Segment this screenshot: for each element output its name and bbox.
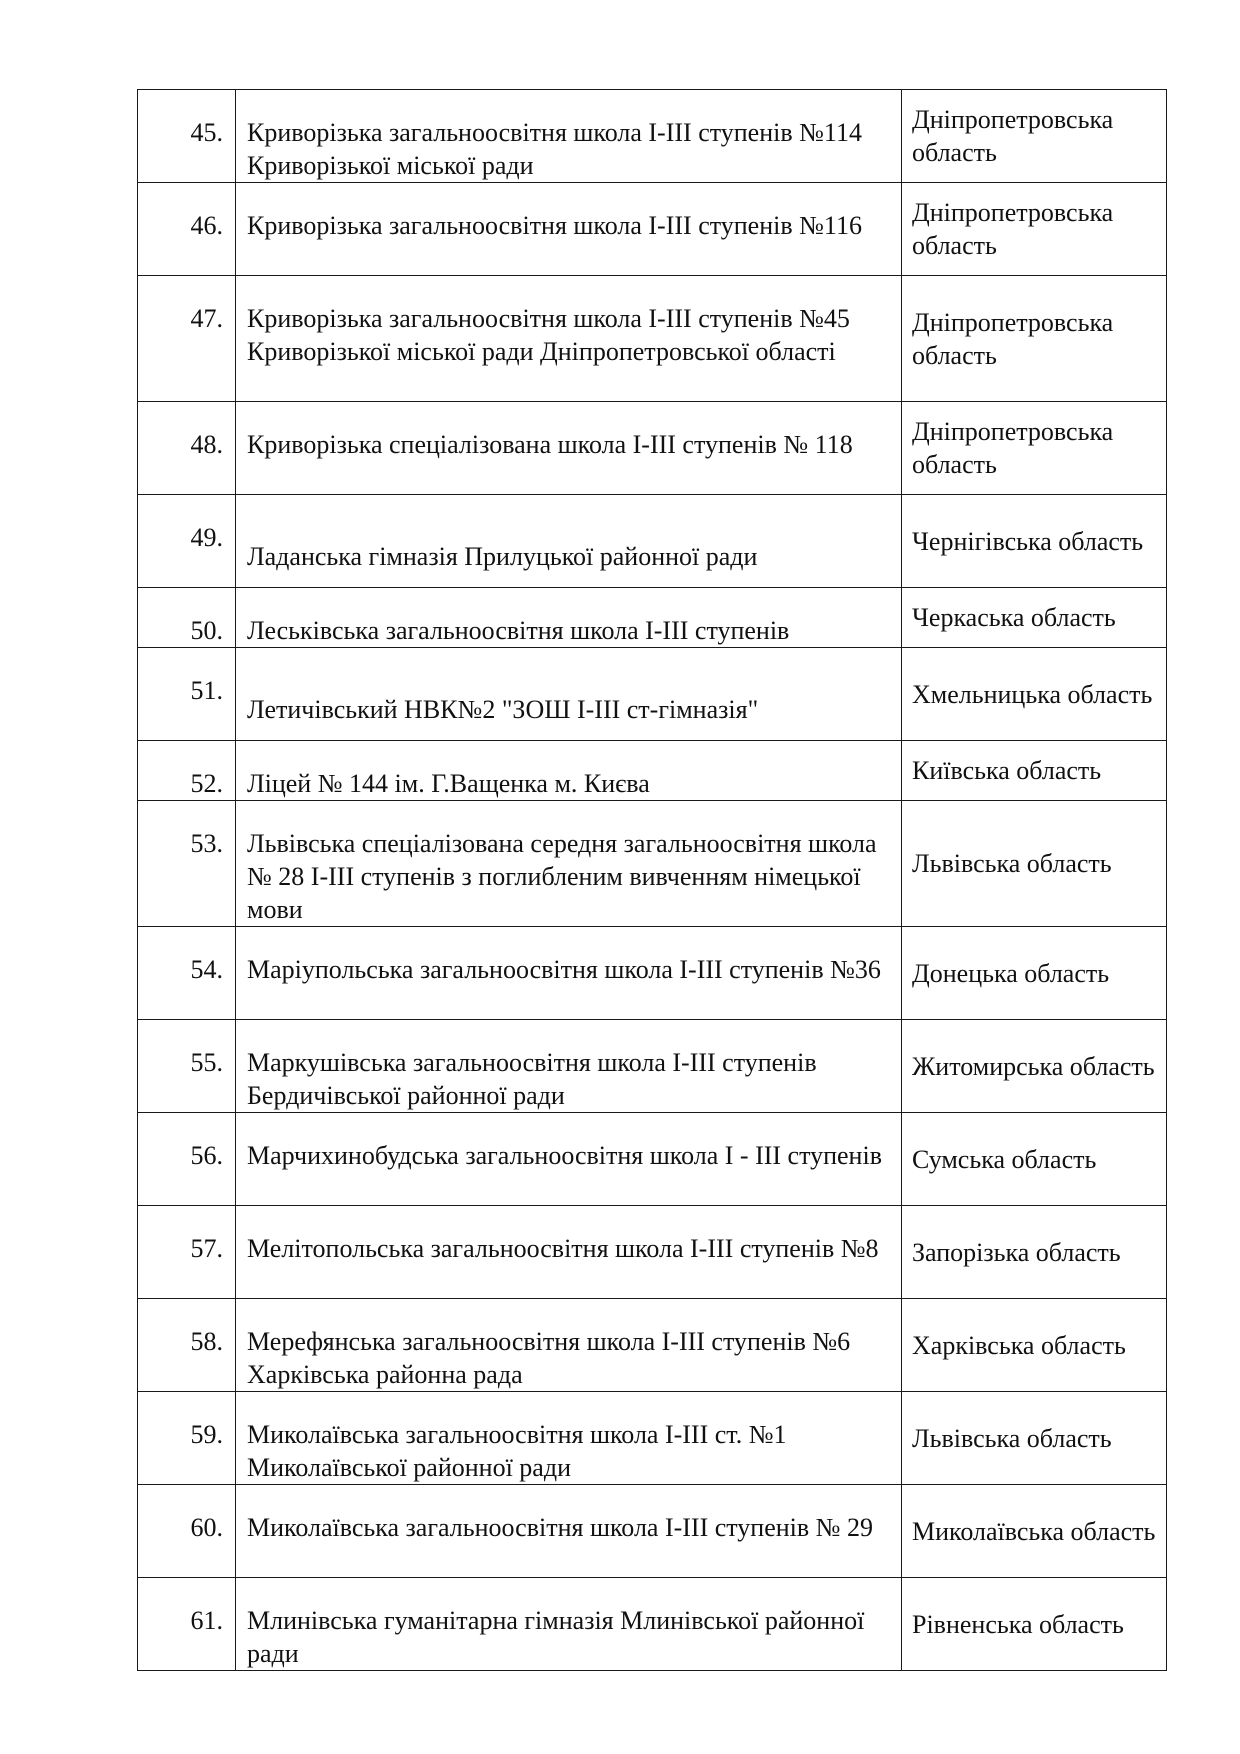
region-name: Львівська область — [902, 801, 1167, 927]
region-name: Дніпропетровська область — [902, 90, 1167, 183]
row-number: 45. — [138, 90, 236, 183]
row-number: 48. — [138, 402, 236, 495]
school-name: Млинівська гуманітарна гімназія Млинівської районної ради — [236, 1578, 902, 1671]
region-name: Київська область — [902, 741, 1167, 801]
table-row — [138, 495, 1167, 588]
region-name: Черкаська область — [902, 588, 1167, 648]
row-number: 61. — [138, 1578, 236, 1671]
row-number: 58. — [138, 1299, 236, 1392]
school-name: Криворізька загальноосвітня школа І-ІІІ ступенів №114 Криворізької міської ради — [236, 90, 902, 183]
row-number: 49. — [138, 495, 236, 588]
row-number: 56. — [138, 1113, 236, 1206]
region-name: Дніпропетровська область — [902, 276, 1167, 402]
table-row — [138, 402, 1167, 495]
table-row — [138, 1113, 1167, 1206]
school-name: Маркушівська загальноосвітня школа І-ІІІ ступенів Бердичівської районної ради — [236, 1020, 902, 1113]
table-row — [138, 588, 1167, 648]
table-row — [138, 1578, 1167, 1671]
row-number: 46. — [138, 183, 236, 276]
school-name: Криворізька загальноосвітня школа І-ІІІ ступенів №45 Криворізької міської ради Дніпропетровської області — [236, 276, 902, 402]
table-row — [138, 1206, 1167, 1299]
region-name: Сумська область — [902, 1113, 1167, 1206]
region-name: Запорізька область — [902, 1206, 1167, 1299]
row-number: 59. — [138, 1392, 236, 1485]
school-name: Маріупольська загальноосвітня школа І-ІІІ ступенів №36 — [236, 927, 902, 1020]
region-name: Хмельницька область — [902, 648, 1167, 741]
row-number: 54. — [138, 927, 236, 1020]
row-number: 52. — [138, 741, 236, 801]
region-name: Харківська область — [902, 1299, 1167, 1392]
table-row — [138, 1485, 1167, 1578]
table-row — [138, 276, 1167, 402]
region-name: Житомирська область — [902, 1020, 1167, 1113]
school-name: Леськівська загальноосвітня школа І-ІІІ ступенів — [236, 588, 902, 648]
school-name: Летичівський НВК№2 "ЗОШ І-ІІІ ст-гімназія" — [236, 648, 902, 741]
region-name: Донецька область — [902, 927, 1167, 1020]
row-number: 50. — [138, 588, 236, 648]
table-row — [138, 1020, 1167, 1113]
table-row — [138, 648, 1167, 741]
schools-table-body — [138, 90, 1167, 1671]
school-name: Мелітопольська загальноосвітня школа І-ІІІ ступенів №8 — [236, 1206, 902, 1299]
school-name: Мерефянська загальноосвітня школа І-ІІІ ступенів №6 Харківська районна рада — [236, 1299, 902, 1392]
school-name: Марчихинобудська загальноосвітня школа І - ІІІ ступенів — [236, 1113, 902, 1206]
row-number: 55. — [138, 1020, 236, 1113]
row-number: 47. — [138, 276, 236, 402]
schools-table — [137, 89, 1167, 1671]
table-row — [138, 90, 1167, 183]
table-row — [138, 927, 1167, 1020]
school-name: Миколаївська загальноосвітня школа І-ІІІ ступенів № 29 — [236, 1485, 902, 1578]
row-number: 51. — [138, 648, 236, 741]
row-number: 57. — [138, 1206, 236, 1299]
region-name: Миколаївська область — [902, 1485, 1167, 1578]
table-row — [138, 801, 1167, 927]
row-number: 60. — [138, 1485, 236, 1578]
school-name: Миколаївська загальноосвітня школа І-ІІІ ст. №1 Миколаївської районної ради — [236, 1392, 902, 1485]
school-name: Ліцей № 144 ім. Г.Ващенка м. Києва — [236, 741, 902, 801]
region-name: Чернігівська область — [902, 495, 1167, 588]
table-row — [138, 741, 1167, 801]
region-name: Рівненська область — [902, 1578, 1167, 1671]
region-name: Львівська область — [902, 1392, 1167, 1485]
row-number: 53. — [138, 801, 236, 927]
region-name: Дніпропетровська область — [902, 183, 1167, 276]
table-row — [138, 1392, 1167, 1485]
school-name: Львівська спеціалізована середня загальноосвітня школа № 28 І-ІІІ ступенів з поглибленим вивченням німецької мови — [236, 801, 902, 927]
school-name: Криворізька спеціалізована школа І-ІІІ ступенів № 118 — [236, 402, 902, 495]
region-name: Дніпропетровська область — [902, 402, 1167, 495]
school-name: Ладанська гімназія Прилуцької районної ради — [236, 495, 902, 588]
table-row — [138, 1299, 1167, 1392]
table-row — [138, 183, 1167, 276]
school-name: Криворізька загальноосвітня школа І-ІІІ ступенів №116 — [236, 183, 902, 276]
